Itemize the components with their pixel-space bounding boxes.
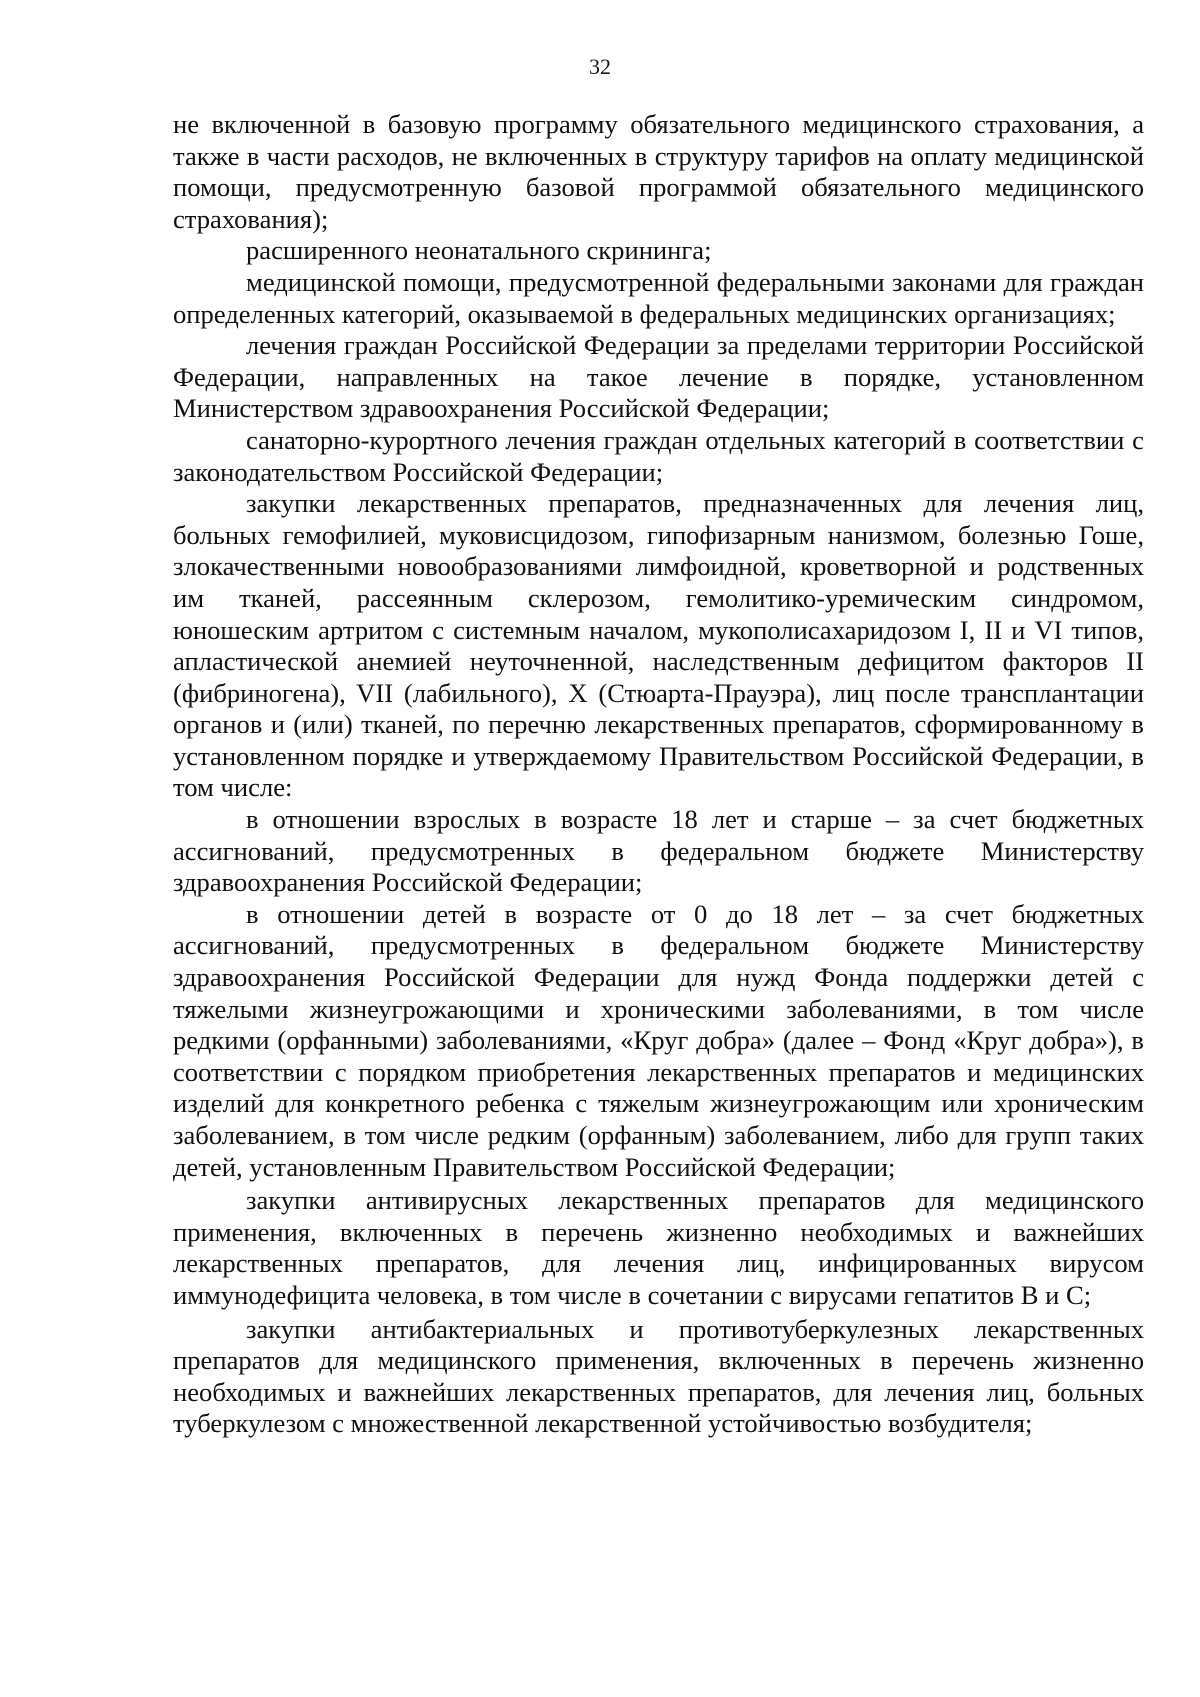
paragraph-5: санаторно-курортного лечения граждан отдельных категорий в соответствии с законодательством Российской Федерации; <box>173 424 1144 487</box>
page-number: 32 <box>589 54 611 79</box>
document-body <box>173 109 1144 1440</box>
paragraph-9: закупки антивирусных лекарственных препаратов для медицинского применения, включенных в перечень жизненно необходимых и важнейших лекарственных препаратов, для лечения лиц, инфицированных вирусом иммунодефицита человека, в том числе в сочетании с вирусами гепатитов B и C; <box>173 1185 1144 1310</box>
paragraph-2: расширенного неонатального скрининга; <box>246 235 712 266</box>
paragraph-8: в отношении детей в возрасте от 0 до 18 лет – за счет бюджетных ассигнований, предусмотренных в федеральном бюджете Министерству здравоохранения Российской Федерации для нужд Фонда поддержки детей с тяжелыми жизнеугрожающими и хроническими заболеваниями, в том числе редкими (орфанными) заболеваниями, «Круг добра» (далее – Фонд «Круг добра»), в соответствии с порядком приобретения лекарственных препаратов и медицинских изделий для конкретного ребенка с тяжелым жизнеугрожающим или хроническим заболеванием, в том числе редким (орфанным) заболеванием, либо для групп таких детей, установленным Правительством Российской Федерации; <box>173 898 1144 1182</box>
paragraph-10: закупки антибактериальных и противотуберкулезных лекарственных препаратов для медицинского применения, включенных в перечень жизненно необходимых и важнейших лекарственных препаратов, для лечения лиц, больных туберкулезом с множественной лекарственной устойчивостью возбудителя; <box>173 1313 1144 1439</box>
paragraph-7: в отношении взрослых в возрасте 18 лет и старше – за счет бюджетных ассигнований, предусмотренных в федеральном бюджете Министерству здравоохранения Российской Федерации; <box>173 804 1144 898</box>
paragraph-3: медицинской помощи, предусмотренной федеральными законами для граждан определенных категорий, оказываемой в федеральных медицинских организациях; <box>173 266 1144 329</box>
paragraph-4: лечения граждан Российской Федерации за пределами территории Российской Федерации, направленных на такое лечение в порядке, установленном Министерством здравоохранения Российской Федерации; <box>173 330 1144 424</box>
paragraph-6: закупки лекарственных препаратов, предназначенных для лечения лиц, больных гемофилией, муковисцидозом, гипофизарным нанизмом, болезнью Гоше, злокачественными новообразованиями лимфоидной, кроветворной и родственных им тканей, рассеянным склерозом, гемолитико-уремическим синдромом, юношеским артритом с системным началом, мукополисахаридозом I, II и VI типов, апластической анемией неуточненной, наследственным дефицитом факторов II (фибриногена), VII (лабильного), X (Стюарта-Прауэра), лиц после трансплантации органов и (или) тканей, по перечню лекарственных препаратов, сформированному в установленном порядке и утверждаемому Правительством Российской Федерации, в том числе: <box>173 488 1144 803</box>
paragraph-1: не включенной в базовую программу обязательного медицинского страхования, а также в части расходов, не включенных в структуру тарифов на оплату медицинской помощи, предусмотренную базовой программой обязательного медицинского страхования); <box>173 109 1144 234</box>
